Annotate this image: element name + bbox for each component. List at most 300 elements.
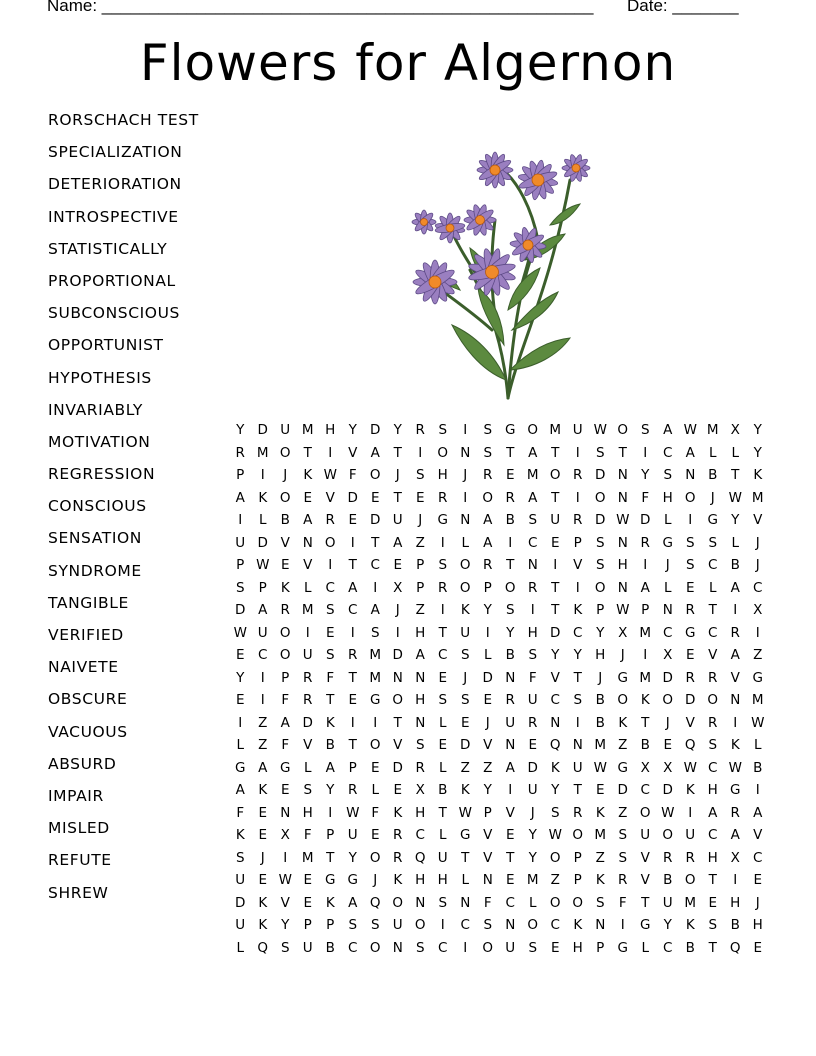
grid-row <box>229 442 769 465</box>
grid-letter: S <box>550 804 560 821</box>
grid-letter: O <box>572 894 584 911</box>
grid-letter: E <box>303 489 313 506</box>
grid-letter: K <box>460 602 470 618</box>
grid-letter: I <box>575 579 580 596</box>
grid-letter: P <box>303 917 312 933</box>
grid-letter: V <box>483 849 493 866</box>
grid-letter: S <box>303 782 313 798</box>
grid-letter: B <box>595 692 605 708</box>
grid-letter: B <box>753 759 763 776</box>
grid-letter: G <box>280 759 291 776</box>
grid-letter: L <box>236 737 245 753</box>
grid-letter: N <box>505 917 516 933</box>
grid-letter: I <box>328 444 333 461</box>
grid-letter: E <box>505 467 515 483</box>
grid-letter: N <box>460 512 471 528</box>
grid-letter: S <box>663 467 673 483</box>
grid-letter: M <box>256 444 269 461</box>
grid-row <box>229 779 769 802</box>
grid-letter: K <box>460 782 470 798</box>
grid-letter: V <box>753 827 763 843</box>
grid-letter: H <box>707 849 718 866</box>
grid-letter: A <box>370 444 380 461</box>
grid-letter: J <box>530 804 535 821</box>
grid-letter: E <box>393 557 403 573</box>
grid-letter: A <box>483 512 493 528</box>
grid-letter: B <box>505 647 515 663</box>
aster-flower-icon <box>400 140 600 402</box>
grid-letter: L <box>438 714 447 731</box>
grid-letter: B <box>730 917 740 933</box>
grid-letter: H <box>415 804 426 821</box>
grid-letter: I <box>373 714 378 731</box>
grid-letter: V <box>280 534 290 551</box>
grid-letter: N <box>617 489 628 506</box>
grid-letter: I <box>238 512 243 528</box>
grid-letter: R <box>573 512 583 528</box>
grid-letter: W <box>728 489 742 506</box>
grid-letter: F <box>281 692 290 708</box>
grid-letter: X <box>730 849 740 866</box>
grid-letter: Q <box>369 894 381 911</box>
grid-letter: Z <box>595 849 605 866</box>
grid-letter: V <box>573 557 583 573</box>
grid-letter: S <box>708 917 718 933</box>
grid-row <box>229 824 769 847</box>
grid-letter: S <box>595 557 605 573</box>
grid-row <box>229 464 769 487</box>
grid-letter: A <box>303 512 313 528</box>
grid-letter: C <box>505 894 515 911</box>
grid-letter: T <box>551 579 560 596</box>
grid-letter: D <box>662 782 673 798</box>
grid-row <box>229 509 769 532</box>
grid-letter: D <box>235 602 246 618</box>
grid-letter: D <box>595 467 606 483</box>
grid-letter: O <box>662 827 674 843</box>
grid-letter: T <box>708 939 717 956</box>
grid-letter: O <box>392 692 404 708</box>
grid-letter: S <box>708 737 718 753</box>
grid-letter: B <box>325 737 335 753</box>
grid-letter: A <box>528 489 538 506</box>
grid-letter: K <box>685 917 695 933</box>
grid-letter: B <box>505 512 515 528</box>
grid-letter: V <box>280 894 290 911</box>
grid-letter: S <box>460 647 470 663</box>
grid-letter: J <box>260 849 265 866</box>
grid-letter: U <box>235 534 246 551</box>
grid-letter: S <box>325 647 335 663</box>
grid-row <box>229 869 769 892</box>
word-list-item: SHREW <box>48 883 109 902</box>
grid-letter: U <box>280 422 291 438</box>
grid-letter: Z <box>483 759 493 776</box>
grid-letter: E <box>303 894 313 911</box>
grid-letter: I <box>440 917 445 933</box>
grid-letter: J <box>665 557 670 573</box>
grid-letter: R <box>415 759 425 776</box>
grid-letter: N <box>392 939 403 956</box>
word-list-item: CONSCIOUS <box>48 497 147 516</box>
grid-letter: F <box>303 827 312 843</box>
grid-letter: B <box>325 939 335 956</box>
grid-letter: U <box>392 512 403 528</box>
grid-letter: H <box>595 647 606 663</box>
grid-letter: G <box>437 512 448 528</box>
grid-letter: A <box>393 534 403 551</box>
grid-letter: J <box>418 512 423 528</box>
grid-letter: L <box>461 534 470 551</box>
grid-letter: G <box>325 872 336 888</box>
grid-letter: O <box>369 939 381 956</box>
grid-letter: T <box>326 692 335 708</box>
grid-letter: G <box>370 692 381 708</box>
grid-letter: M <box>594 737 607 753</box>
grid-row <box>229 532 769 555</box>
grid-letter: D <box>550 624 561 641</box>
grid-letter: Z <box>258 737 268 753</box>
grid-letter: V <box>505 804 515 821</box>
grid-letter: D <box>257 534 268 551</box>
grid-letter: O <box>707 692 719 708</box>
grid-letter: S <box>325 602 335 618</box>
grid-letter: U <box>302 939 313 956</box>
grid-letter: T <box>551 489 560 506</box>
grid-letter: D <box>370 422 381 438</box>
grid-letter: T <box>461 849 470 866</box>
grid-letter: U <box>662 894 673 911</box>
grid-letter: P <box>596 602 605 618</box>
grid-letter: M <box>639 624 652 641</box>
grid-letter: H <box>527 624 538 641</box>
grid-letter: R <box>685 669 695 686</box>
grid-letter: B <box>730 557 740 573</box>
grid-letter: C <box>348 602 358 618</box>
grid-letter: U <box>392 917 403 933</box>
word-list-item: PROPORTIONAL <box>48 271 176 290</box>
grid-letter: O <box>594 579 606 596</box>
grid-letter: I <box>328 804 333 821</box>
grid-letter: S <box>640 422 650 438</box>
grid-letter: L <box>438 759 447 776</box>
grid-letter: H <box>707 782 718 798</box>
grid-letter: P <box>596 939 605 956</box>
grid-letter: N <box>415 669 426 686</box>
grid-row <box>229 667 769 690</box>
grid-letter: I <box>350 624 355 641</box>
grid-letter: E <box>235 692 245 708</box>
grid-letter: C <box>573 624 583 641</box>
grid-letter: O <box>662 692 674 708</box>
grid-letter: E <box>303 872 313 888</box>
grid-letter: I <box>575 444 580 461</box>
grid-letter: Y <box>348 422 357 438</box>
grid-letter: S <box>438 422 448 438</box>
grid-letter: R <box>528 579 538 596</box>
grid-letter: B <box>280 512 290 528</box>
grid-letter: D <box>595 512 606 528</box>
grid-letter: L <box>753 737 762 753</box>
grid-letter: M <box>639 669 652 686</box>
grid-letter: N <box>572 737 583 753</box>
grid-letter: L <box>258 512 267 528</box>
grid-letter: L <box>483 647 492 663</box>
grid-letter: R <box>280 602 290 618</box>
grid-letter: T <box>641 894 650 911</box>
grid-letter: T <box>438 624 447 641</box>
grid-letter: A <box>730 579 740 596</box>
grid-letter: U <box>257 624 268 641</box>
grid-letter: L <box>731 534 740 551</box>
grid-letter: R <box>663 849 673 866</box>
grid-letter: L <box>708 444 717 461</box>
word-list-item: STATISTICALLY <box>48 239 168 258</box>
grid-letter: F <box>618 894 627 911</box>
grid-letter: F <box>641 489 650 506</box>
grid-letter: V <box>483 737 493 753</box>
grid-row <box>229 802 769 825</box>
grid-letter: A <box>730 827 740 843</box>
grid-letter: E <box>258 872 268 888</box>
word-list-item: SENSATION <box>48 529 142 548</box>
grid-row <box>229 487 769 510</box>
grid-letter: H <box>302 804 313 821</box>
grid-letter: D <box>617 782 628 798</box>
grid-letter: I <box>373 579 378 596</box>
grid-letter: A <box>685 444 695 461</box>
grid-letter: O <box>572 827 584 843</box>
grid-letter: O <box>369 467 381 483</box>
grid-letter: O <box>279 489 291 506</box>
grid-letter: E <box>438 737 448 753</box>
grid-letter: O <box>527 422 539 438</box>
word-list-item: ABSURD <box>48 754 117 773</box>
page-title: Flowers for Algernon <box>139 34 677 92</box>
grid-letter: E <box>280 557 290 573</box>
grid-letter: A <box>348 894 358 911</box>
grid-letter: G <box>347 872 358 888</box>
grid-letter: I <box>440 534 445 551</box>
grid-letter: K <box>573 917 583 933</box>
grid-letter: K <box>753 467 763 483</box>
grid-letter: Z <box>415 602 425 618</box>
grid-letter: U <box>572 759 583 776</box>
grid-letter: K <box>258 782 268 798</box>
grid-letter: P <box>416 557 425 573</box>
grid-letter: S <box>483 444 493 461</box>
grid-letter: R <box>640 534 650 551</box>
grid-letter: O <box>437 444 449 461</box>
grid-letter: C <box>708 759 718 776</box>
grid-letter: Z <box>258 714 268 731</box>
grid-letter: S <box>573 692 583 708</box>
grid-row <box>229 554 769 577</box>
grid-letter: N <box>280 804 291 821</box>
grid-letter: R <box>325 512 335 528</box>
word-list-item: INTROSPECTIVE <box>48 207 179 226</box>
grid-letter: S <box>460 692 470 708</box>
grid-letter: L <box>438 827 447 843</box>
word-list-item: VACUOUS <box>48 722 128 741</box>
grid-letter: R <box>573 804 583 821</box>
grid-letter: O <box>392 894 404 911</box>
grid-letter: A <box>235 782 245 798</box>
grid-letter: S <box>348 917 358 933</box>
grid-letter: H <box>437 467 448 483</box>
grid-letter: S <box>415 737 425 753</box>
grid-letter: T <box>551 444 560 461</box>
word-list-item: MISLED <box>48 819 110 838</box>
grid-letter: T <box>573 669 582 686</box>
grid-letter: K <box>303 467 313 483</box>
grid-letter: F <box>528 669 537 686</box>
grid-letter: E <box>595 782 605 798</box>
grid-letter: X <box>730 422 740 438</box>
grid-letter: A <box>258 602 268 618</box>
grid-letter: T <box>708 872 717 888</box>
grid-letter: R <box>235 444 245 461</box>
grid-letter: V <box>550 669 560 686</box>
grid-letter: I <box>463 489 468 506</box>
grid-letter: S <box>618 827 628 843</box>
grid-letter: Y <box>348 849 357 866</box>
grid-letter: R <box>730 804 740 821</box>
grid-row <box>229 712 769 735</box>
grid-letter: K <box>258 894 268 911</box>
grid-letter: W <box>683 422 697 438</box>
grid-letter: J <box>598 669 603 686</box>
grid-letter: O <box>617 422 629 438</box>
grid-letter: O <box>369 737 381 753</box>
grid-letter: Y <box>596 624 605 641</box>
grid-letter: O <box>504 579 516 596</box>
grid-letter: I <box>508 782 513 798</box>
grid-letter: O <box>459 557 471 573</box>
grid-letter: X <box>415 782 425 798</box>
grid-letter: E <box>685 579 695 596</box>
grid-letter: E <box>280 782 290 798</box>
grid-letter: V <box>753 512 763 528</box>
grid-letter: J <box>665 714 670 731</box>
grid-letter: A <box>640 579 650 596</box>
grid-letter: H <box>415 624 426 641</box>
grid-letter: E <box>348 692 358 708</box>
grid-letter: Y <box>281 917 290 933</box>
grid-letter: T <box>438 804 447 821</box>
grid-letter: B <box>438 782 448 798</box>
grid-letter: C <box>438 647 448 663</box>
grid-letter: Q <box>257 939 269 956</box>
grid-letter: J <box>395 467 400 483</box>
grid-letter: N <box>527 557 538 573</box>
grid-letter: V <box>393 737 403 753</box>
grid-letter: I <box>305 624 310 641</box>
word-list-item: REFUTE <box>48 851 112 870</box>
grid-letter: O <box>482 489 494 506</box>
grid-letter: I <box>575 489 580 506</box>
grid-letter: Y <box>483 602 492 618</box>
grid-letter: C <box>663 624 673 641</box>
grid-letter: I <box>643 557 648 573</box>
grid-letter: R <box>438 579 448 596</box>
grid-letter: R <box>393 849 403 866</box>
grid-letter: N <box>302 534 313 551</box>
grid-letter: W <box>278 872 292 888</box>
grid-letter: U <box>527 692 538 708</box>
grid-letter: R <box>483 467 493 483</box>
grid-letter: N <box>460 444 471 461</box>
grid-letter: A <box>348 579 358 596</box>
grid-letter: W <box>548 827 562 843</box>
grid-letter: R <box>303 669 313 686</box>
grid-letter: A <box>415 647 425 663</box>
grid-letter: K <box>640 692 650 708</box>
grid-letter: M <box>684 894 697 911</box>
grid-row <box>229 937 769 960</box>
grid-letter: L <box>371 782 380 798</box>
grid-letter: Y <box>753 422 762 438</box>
grid-letter: U <box>640 827 651 843</box>
grid-letter: U <box>235 917 246 933</box>
grid-letter: D <box>662 669 673 686</box>
grid-letter: R <box>505 489 515 506</box>
grid-letter: C <box>258 647 268 663</box>
grid-letter: A <box>235 489 245 506</box>
grid-letter: C <box>708 827 718 843</box>
grid-letter: E <box>235 647 245 663</box>
grid-letter: Y <box>551 647 560 663</box>
grid-letter: C <box>708 557 718 573</box>
grid-letter: I <box>643 647 648 663</box>
grid-letter: T <box>641 714 650 731</box>
grid-letter: F <box>236 804 245 821</box>
grid-letter: D <box>257 422 268 438</box>
grid-letter: U <box>437 849 448 866</box>
grid-letter: R <box>348 647 358 663</box>
grid-letter: R <box>438 489 448 506</box>
grid-letter: Y <box>731 512 740 528</box>
grid-letter: P <box>326 917 335 933</box>
grid-letter: G <box>460 827 471 843</box>
grid-letter: R <box>528 714 538 731</box>
grid-letter: V <box>348 444 358 461</box>
grid-letter: B <box>685 939 695 956</box>
grid-letter: Y <box>506 624 515 641</box>
grid-letter: J <box>755 534 760 551</box>
grid-letter: D <box>392 759 403 776</box>
grid-letter: R <box>303 692 313 708</box>
grid-letter: N <box>685 467 696 483</box>
grid-letter: S <box>235 849 245 866</box>
grid-letter: E <box>685 647 695 663</box>
grid-letter: H <box>662 489 673 506</box>
grid-letter: I <box>463 939 468 956</box>
grid-letter: I <box>260 692 265 708</box>
grid-letter: J <box>485 714 490 731</box>
grid-letter: J <box>373 872 378 888</box>
grid-letter: M <box>369 647 382 663</box>
word-list-item: VERIFIED <box>48 626 124 644</box>
grid-letter: K <box>730 737 740 753</box>
grid-letter: W <box>593 422 607 438</box>
grid-letter: I <box>733 602 738 618</box>
grid-letter: S <box>235 579 245 596</box>
grid-letter: I <box>553 557 558 573</box>
grid-letter: J <box>463 467 468 483</box>
grid-letter: R <box>685 849 695 866</box>
grid-letter: I <box>238 714 243 731</box>
